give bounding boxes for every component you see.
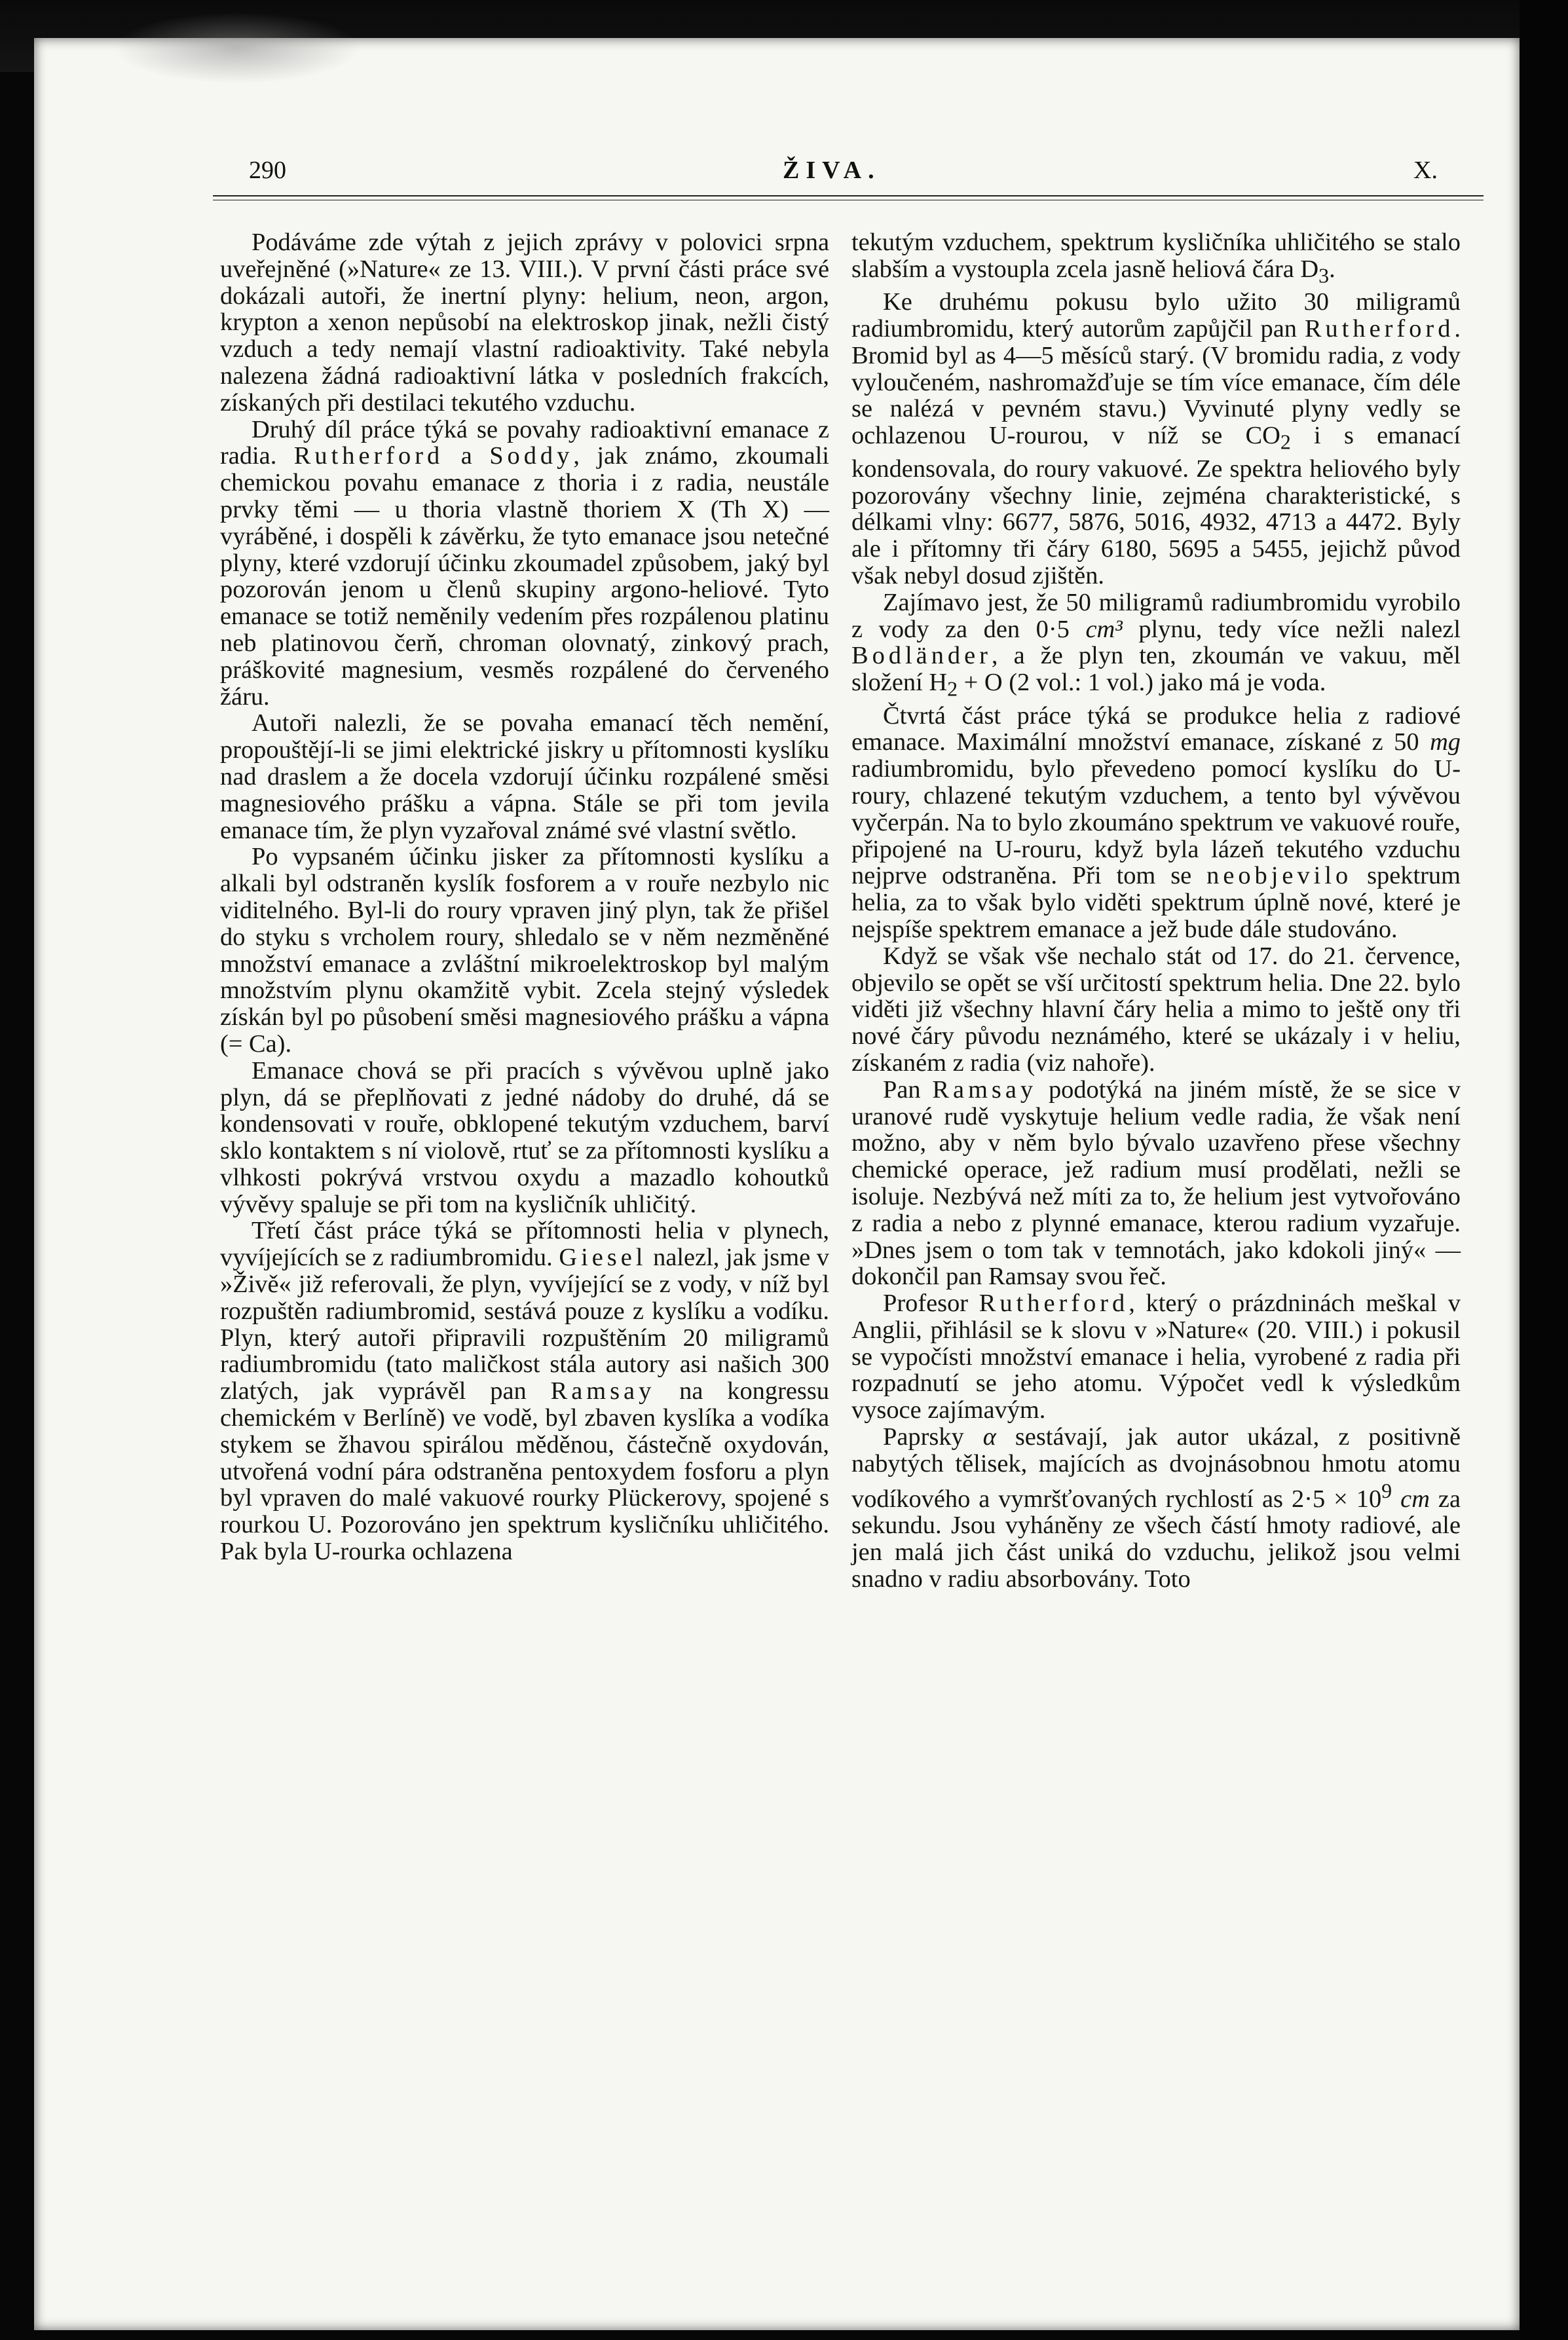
volume-number: X. xyxy=(1413,157,1438,184)
text-run: , jak známo, zkoumali chemickou povahu emanace z thoria i z radia, neustále prvky těmi — u thoria vlastně thoriem X (Th X) — vyráběné, i dospěli k závěrku, že tyto emanace jsou netečné plyny, které vzdorují účinku zkoumadel způsobem, jaký byl pozorován jenom u členů skupiny argono-heliové. Tyto emanace se totiž neměnily vedením přes rozpálenou platinu neb platinovou čerň, chroman olovnatý, zinkový prach, práškovité magnesium, vesměs rozpálené do červeného žáru. xyxy=(220,442,829,711)
text-run: Emanace chová se při pracích s vývěvou uplně jako plyn, dá se přeplňovati z jedné nádoby do druhé, dá se kondensovati v rouře, obklopené tekutým vzduchem, barví sklo kontaktem s ní violově, rtuť se za přítomnosti kyslíku a vlhkosti pokrývá vrstvou oxydu a mazadlo kohoutků vývěvy spaluje se při tom na kysličník uhličitý. xyxy=(220,1056,829,1218)
text-run: Zajímavo jest, že 50 miligramů radiumbromidu vyrobilo z vody za den 0·5 xyxy=(851,588,1461,643)
scan-right-margin xyxy=(1520,0,1568,2340)
text-run: α xyxy=(982,1423,996,1451)
text-run: 3 xyxy=(1318,263,1330,288)
text-run: plynu, tedy více nežli nalezl xyxy=(1122,615,1461,643)
text-run: 9 xyxy=(1381,1478,1392,1502)
text-run: + O (2 vol.: 1 vol.) jako má je voda. xyxy=(958,669,1326,697)
text-run: sestávají, jak autor ukázal, z positivně nabytých tělisek, majících as dvojnásobnou hmotu atomu vodíkového a vymršťovaných rychlostí as 2·5 × 10 xyxy=(851,1423,1461,1513)
text-run: 2 xyxy=(947,677,958,701)
paragraph xyxy=(851,1290,1461,1424)
text-run: Paprsky xyxy=(883,1423,983,1451)
text-run: a xyxy=(443,442,490,470)
text-run: cm³ xyxy=(1085,615,1123,643)
text-run: podotýká na jiném místě, že se sice v uranové rudě vyskytuje helium vedle radia, že však není možno, aby v něm bylo bývalo uzavřeno přese všechny chemické operace, jež radium musí prodělati, nežli se isoluje. Nezbývá než míti za to, že helium jest vytvořováno z radia a nebo z plynné emanace, kterou radium vyzařuje. »Dnes jsem o tom tak v temnotách, jako kdokoli jiný« — dokončil pan Ramsay svou řeč. xyxy=(851,1075,1461,1291)
text-run: nalezl, jak jsme v »Živě« již referovali, že plyn, vyvíjející se z vody, v níž byl rozpuštěn radiumbromid, sestává pouze z kyslíku a vodíku. Plyn, který autoři připravili rozpuštěním 20 miligramů radiumbromidu (tato maličkost stála autory asi našich 300 zlatých, jak vyprávěl pan xyxy=(220,1244,829,1405)
paragraph xyxy=(851,703,1461,943)
spaced-name: Ramsay xyxy=(932,1075,1037,1104)
paragraph xyxy=(220,229,829,417)
paragraph xyxy=(851,589,1461,703)
text-run: tekutým vzduchem, spektrum kysličníka uhličitého se stalo slabším a vystoupla zcela jasně heliová čára D xyxy=(851,229,1461,283)
text-run: Pan xyxy=(883,1075,933,1104)
paragraph xyxy=(851,1077,1461,1290)
text-run: mg xyxy=(1430,728,1461,756)
spaced-name: Rutherford xyxy=(1304,315,1455,343)
spaced-name: Giesel xyxy=(559,1244,647,1272)
text-run: Když se však vše nechalo stát od 17. do 21. července, objevilo se opět se vší určitostí spektrum helia. Dne 22. bylo viděti již všechny hlavní čáry helia a mimo to ještě ony tři nové čáry původu neznámého, které se ukázaly i v heliu, získaném z radia (viz nahoře). xyxy=(851,942,1461,1077)
page-number: 290 xyxy=(249,157,286,184)
paragraph xyxy=(220,417,829,711)
text-run: 2 xyxy=(1280,430,1291,454)
text-run: Profesor xyxy=(883,1290,979,1318)
paragraph xyxy=(220,1217,829,1565)
text-run: Po vypsaném účinku jisker za přítomnosti kyslíku a alkali byl odstraněn kyslík fosforem a v rouře nezbylo nic viditelného. Byl-li do roury vpraven jiný plyn, tak že přišel do styku s vrcholem roury, shledalo se v něm nezměněné množství emanace a zvláštní mikroelektroskop byl malým množstvím plynu okamžitě vybit. Zcela stejný výsledek získán byl po působení směsi magnesiového prášku a vápna (= Ca). xyxy=(220,843,829,1058)
paragraph xyxy=(220,710,829,844)
text-run xyxy=(1392,1485,1400,1512)
journal-title: ŽIVA. xyxy=(783,157,881,184)
running-header xyxy=(213,156,1484,195)
paragraph xyxy=(851,229,1461,289)
text-run: za sekundu. Jsou vyháněny ze všech částí hmoty radiové, ale jen malá jich část uniká do vzduchu, jelikož jsou velmi snadno v radiu absorbovány. Toto xyxy=(851,1485,1461,1593)
paragraph xyxy=(851,943,1461,1077)
text-run: Ke druhému pokusu bylo užito 30 miligramů radiumbromidu, který autorům zapůjčil pan xyxy=(851,288,1461,343)
header-rule xyxy=(213,195,1484,196)
paragraph xyxy=(220,1058,829,1218)
spaced-name: neobjevilo xyxy=(1206,862,1353,890)
spaced-name: Rutherford xyxy=(293,442,444,470)
text-run: cm xyxy=(1400,1485,1430,1513)
text-run: Druhý díl práce týká se povahy radioaktivní emanace z radia. xyxy=(220,415,829,470)
paragraph xyxy=(851,289,1461,589)
spaced-name: Ramsay xyxy=(550,1377,656,1405)
right-column xyxy=(851,229,1461,1593)
text-run: radiumbromidu, bylo převedeno pomocí kyslíku do U-roury, chlazené tekutým vzduchem, a tento byl vývěvou vyčerpán. Na to bylo zkoumáno spektrum ve vakuové rouře, připojené na U-rouru, když byla lázeň tekutého vzduchu nejprve odstraněna. Při tom se xyxy=(851,755,1461,890)
text-run: , a že plyn ten, zkoumán ve vakuu, měl složení H xyxy=(851,642,1461,697)
text-run: na kongressu chemickém v Berlíně) ve vodě, byl zbaven kyslíka a vodíka stykem se žhavou spirálou měděnou, částečně oxydován, utvořená vodní pára odstraněna pentoxydem fosforu a plyn byl vpraven do malé vakuové rourky Plückerovy, spojené s rourkou U. Pozorováno jen spektrum kysličníku uhličitého. Pak byla U-rourka ochlazena xyxy=(220,1377,829,1566)
spaced-name: Bodländer xyxy=(851,642,992,670)
spaced-name: Rutherford xyxy=(979,1290,1129,1318)
text-run: Třetí část práce týká se přítomnosti helia v plynech, vyvíjejících se z radiumbromidu. xyxy=(220,1217,829,1272)
left-column xyxy=(220,229,829,1565)
spaced-name: Soddy xyxy=(489,442,574,470)
text-run: Autoři nalezli, že se povaha emanací těch nemění, propouštějí-li se jimi elektrické jiskry u přítomnosti kyslíku nad draslem a že docela vzdorují účinku rozpálené směsi magnesiového prášku a vápna. Stále se při tom jevila emanace tím, že plyn vyzařoval známé své vlastní světlo. xyxy=(220,709,829,844)
paragraph xyxy=(220,844,829,1057)
text-run: . Bromid byl as 4—5 měsíců starý. (V bromidu radia, z vody vyloučeném, nashromažďuje se tím více emanace, čím déle se nalézá v pevném stavu.) Vyvinuté plyny vedly se ochlazenou U-rourou, v níž se CO xyxy=(851,315,1461,450)
text-run: spektrum helia, za to však bylo viděti spektrum úplně nové, které je nejspíše spektrem emanace a jež bude dále studováno. xyxy=(851,862,1461,943)
text-run: Podáváme zde výtah z jejich zprávy v polovici srpna uveřejněné (»Nature« ze 13. VIII.). V první části práce své dokázali autoři, že inertní plyny: helium, neon, argon, krypton a xenon nepůsobí na elektroskop jinak, nežli čistý vzduch a tedy nemají vlastní radioaktivity. Také nebyla nalezena žádná radioaktivní látka v posledních frakcích, získaných při destilaci tekutého vzduchu. xyxy=(220,229,829,417)
text-run: , který o prázdninách meškal v Anglii, přihlásil se k slovu v »Nature« (20. VIII.) i pokusil se vypočísti množství emanace i helia, vyrobené z radia při rozpadnutí se jeho atomu. Výpočet vedl k výsledkům vysoce zajímavým. xyxy=(851,1290,1461,1424)
text-run: i s emanací kondensovala, do roury vakuové. Ze spektra heliového byly pozorovány všechny linie, zejména charakteristické, s délkami vlny: 6677, 5876, 5016, 4932, 4713 a 4472. Byly ale i přítomny tři čáry 6180, 5695 a 5455, jejichž původ však nebyl dosud zjištěn. xyxy=(851,422,1461,589)
paragraph xyxy=(851,1424,1461,1593)
text-run: . xyxy=(1329,255,1335,283)
text-run: Čtvrtá část práce týká se produkce helia z radiové emanace. Maximální množství emanace, získané z 50 xyxy=(851,701,1461,756)
